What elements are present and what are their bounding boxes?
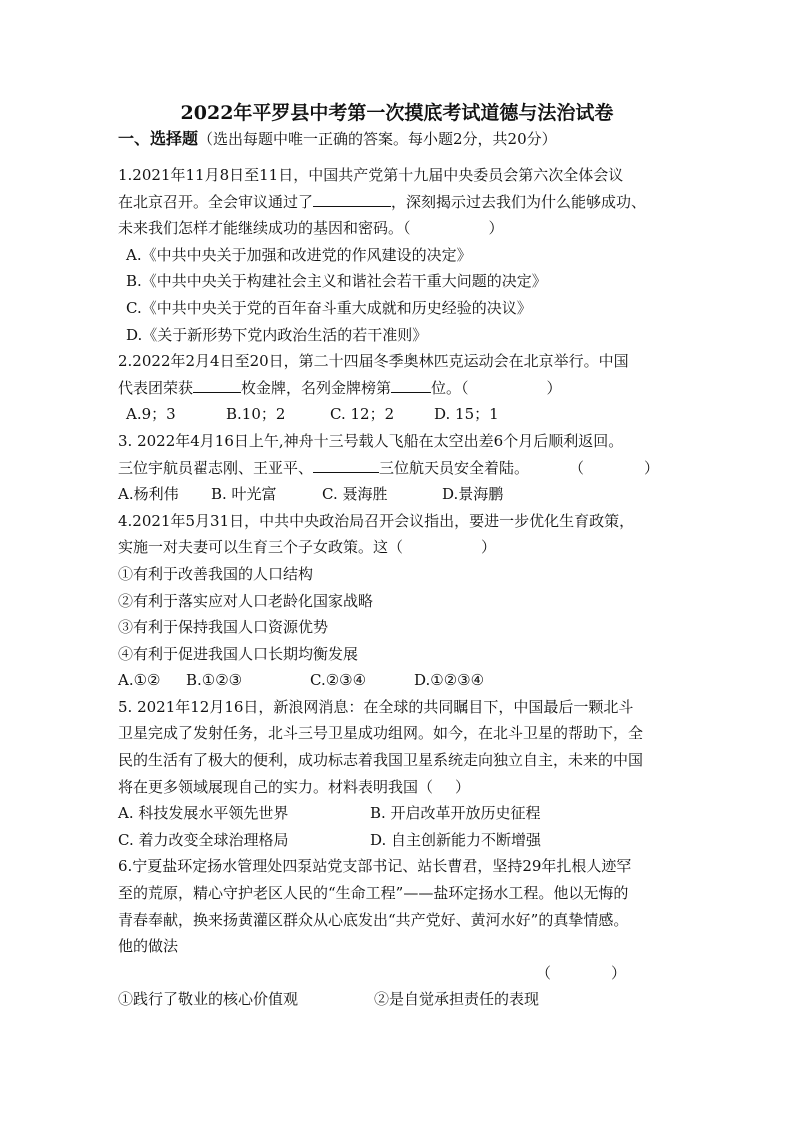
q4-item-4: ④有利于促进我国人口长期均衡发展 xyxy=(118,644,359,663)
q1-option-a: A.《中共中央关于加强和改进党的作风建设的决定》 xyxy=(126,245,472,264)
q2-line-2 xyxy=(118,375,678,402)
q6-line-1: 6.宁夏盐环定扬水管理处四泵站党支部书记、站长曹君，坚持29年扎根人迹罕 xyxy=(118,857,632,876)
q2-blank-2 xyxy=(391,377,431,393)
q4-option-c: C.②③④ xyxy=(310,671,367,690)
q3-line-1: 3. 2022年4月16日上午,神舟十三号载人飞船在太空出差6个月后顺利返回。 xyxy=(118,431,624,450)
q4-options xyxy=(118,667,678,694)
q3-options xyxy=(118,481,678,508)
q5-line-2: 卫星完成了发射任务，北斗三号卫星成功组网。如今，在北斗卫星的帮助下，全 xyxy=(118,724,644,743)
q3-text-a: 三位宇航员翟志刚、王亚平、 xyxy=(118,458,314,477)
q2-text-a: 代表团荣获 xyxy=(118,378,194,397)
q2-option-c: C. 12；2 xyxy=(330,405,395,424)
questions xyxy=(118,162,678,1013)
q1-option-d: D.《关于新形势下党内政治生活的若干准则》 xyxy=(126,325,428,344)
q1-line-1: 1.2021年11月8日至11日，中国共产党第十九届中央委员会第六次全体会议 xyxy=(118,166,624,184)
section-name: 一、选择题 xyxy=(118,129,199,148)
q6-paren-close: ） xyxy=(611,963,627,982)
q2-option-d: D. 15；1 xyxy=(434,405,499,424)
q3-text-b: 三位航天员安全着陆。 xyxy=(379,458,530,477)
q5-text: 将在更多领域展现自己的实力。材料表明我国（ xyxy=(118,777,434,796)
q3-option-b: B. 叶光富 xyxy=(211,485,277,504)
q3-line-2 xyxy=(118,455,678,482)
q1-blank xyxy=(313,191,391,207)
section-heading xyxy=(118,127,557,151)
q5-line-1: 5. 2021年12月16日，新浪网消息：在全球的共同瞩目下，中国最后一颗北斗 xyxy=(118,697,634,716)
q2-blank-1 xyxy=(193,377,241,393)
q6-items-row xyxy=(118,986,678,1013)
q2-text-c: 位。（ xyxy=(431,378,469,397)
q4-line-1: 4.2021年5月31日，中共中央政治局召开会议指出，要进一步优化生育政策， xyxy=(118,511,635,530)
q6-line-3: 青春奉献，换来扬黄灌区群众从心底发出“共产党好、黄河水好”的真挚情感。 xyxy=(118,910,629,929)
q5-option-a: A. 科技发展水平领先世界 xyxy=(118,804,289,823)
q6-item-1: ①践行了敬业的核心价值观 xyxy=(118,990,299,1009)
q4-line-2 xyxy=(118,534,678,561)
q4-option-b: B.①②③ xyxy=(186,671,243,690)
q6-line-2: 至的荒原，精心守护老区人民的“生命工程”——盐环定扬水工程。他以无悔的 xyxy=(118,884,629,903)
q2-text-b: 枚金牌，名列金牌榜第 xyxy=(241,378,392,397)
section-note: （选出每题中唯一正确的答案。每小题2分，共20分） xyxy=(198,130,557,148)
q1-text-c: 未来我们怎样才能继续成功的基因和密码。（ xyxy=(118,219,411,238)
q1-paren-close: ） xyxy=(488,219,504,238)
q1-text-a: 在北京召开。全会审议通过了 xyxy=(118,192,314,211)
q5-line-4 xyxy=(118,774,678,801)
q4-item-2: ②有利于落实应对人口老龄化国家战略 xyxy=(118,591,374,610)
q2-paren-close: ） xyxy=(546,378,562,397)
q3-paren-close: ） xyxy=(644,458,660,477)
q4-option-a: A.①② xyxy=(118,671,161,690)
q4-text-a: 实施一对夫妻可以生育三个子女政策。这（ xyxy=(118,538,404,557)
q1-line-3 xyxy=(118,215,678,242)
q5-options-row-1 xyxy=(118,800,678,827)
q3-option-d: D.景海鹏 xyxy=(442,485,504,504)
q5-option-c: C. 着力改变全球治理格局 xyxy=(118,830,289,849)
q4-item-3: ③有利于保持我国人口资源优势 xyxy=(118,618,329,637)
q6-item-2: ②是自觉承担责任的表现 xyxy=(374,990,540,1009)
q3-option-a: A.杨利伟 xyxy=(118,485,179,504)
q3-blank xyxy=(313,457,379,473)
q1-line-2 xyxy=(118,189,678,216)
q2-line-1: 2.2022年2月4日至20日，第二十四届冬季奥林匹克运动会在北京举行。中国 xyxy=(118,352,629,371)
q1-option-c: C.《中共中央关于党的百年奋斗重大成就和历史经验的决议》 xyxy=(126,298,532,317)
q5-option-d: D. 自主创新能力不断增强 xyxy=(370,830,542,849)
q3-option-c: C. 聂海胜 xyxy=(322,485,388,504)
q5-paren-close: ） xyxy=(455,777,471,796)
q4-paren-close: ） xyxy=(481,538,497,557)
q6-paren-open: （ xyxy=(536,963,552,982)
q6-line-5 xyxy=(118,960,678,987)
q5-options-row-2 xyxy=(118,827,678,854)
q5-option-b: B. 开启改革开放历史征程 xyxy=(370,804,541,823)
q2-options xyxy=(118,401,678,428)
q4-option-d: D.①②③④ xyxy=(414,671,485,690)
exam-title: 2022年平罗县中考第一次摸底考试道德与法治试卷 xyxy=(180,102,614,124)
q3-paren-open: （ xyxy=(569,458,585,477)
q5-line-3: 民的生活有了极大的便利，成功标志着我国卫星系统走向独立自主，未来的中国 xyxy=(118,751,644,770)
q1-text-b: ，深刻揭示过去我们为什么能够成功、 xyxy=(391,192,647,211)
q6-line-4: 他的做法 xyxy=(118,937,179,956)
q1-option-b: B.《中共中央关于构建社会主义和谐社会若干重大问题的决定》 xyxy=(126,272,547,291)
q2-option-a: A.9；3 xyxy=(126,405,176,424)
q2-option-b: B.10；2 xyxy=(226,405,286,424)
q4-item-1: ①有利于改善我国的人口结构 xyxy=(118,564,314,583)
